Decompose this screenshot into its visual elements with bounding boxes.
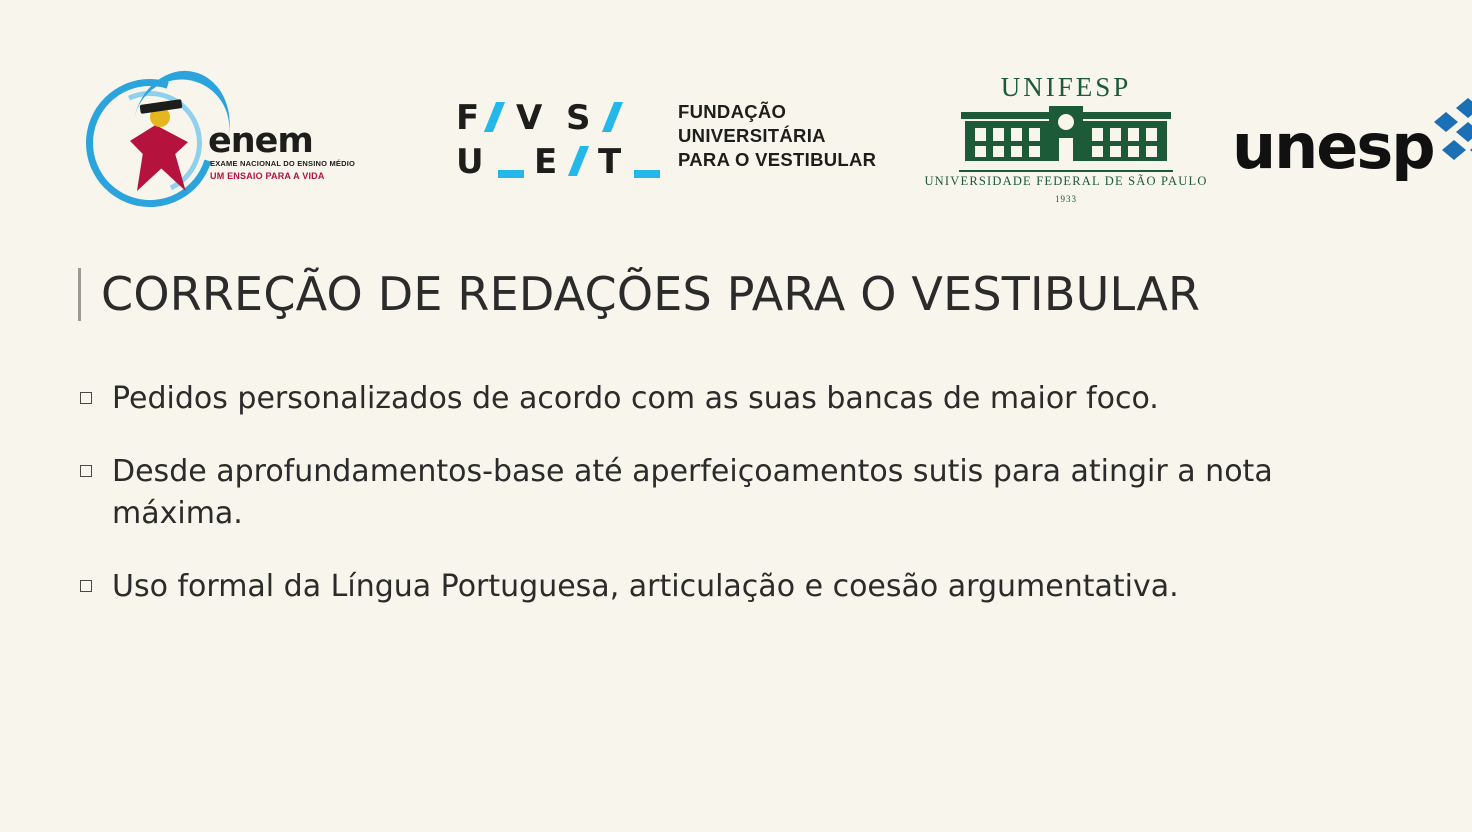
unifesp-wordmark: UNIFESP bbox=[1000, 72, 1132, 102]
fuvest-bar-2-icon bbox=[634, 170, 660, 178]
logo-strip bbox=[78, 62, 1434, 222]
page-title bbox=[78, 268, 1200, 321]
unifesp-building-icon bbox=[961, 106, 1171, 166]
list-item-text: Pedidos personalizados de acordo com as suas bancas de maior foco. bbox=[112, 381, 1159, 416]
fuvest-slash-2-icon bbox=[602, 102, 623, 132]
fuvest-letter-e: E bbox=[534, 142, 558, 182]
fuvest-fullname-line-2: UNIVERSITÁRIA bbox=[678, 125, 826, 146]
list-item bbox=[80, 566, 1380, 609]
square-bullet-icon bbox=[80, 465, 92, 477]
fuvest-bar-1-icon bbox=[498, 170, 524, 178]
fuvest-letter-u: U bbox=[456, 142, 484, 182]
bullet-list bbox=[80, 378, 1380, 638]
enem-subtitle-secondary: UM ENSAIO PARA A VIDA bbox=[210, 171, 325, 181]
fuvest-mark-icon bbox=[456, 98, 666, 186]
enem-subtitle-primary: EXAME NACIONAL DO ENSINO MÉDIO bbox=[210, 159, 356, 168]
fuvest-letter-v: V bbox=[516, 98, 543, 138]
square-bullet-icon bbox=[80, 392, 92, 404]
enem-wordmark: enem bbox=[208, 121, 313, 161]
list-item-text: Desde aprofundamentos-base até aperfeiçoamentos sutis para atingir a nota máxima. bbox=[112, 453, 1273, 532]
unesp-wordmark: unesp bbox=[1232, 110, 1434, 183]
unifesp-subtitle: UNIVERSIDADE FEDERAL DE SÃO PAULO bbox=[924, 174, 1208, 188]
enem-logo bbox=[78, 67, 356, 217]
unifesp-year: 1933 bbox=[1055, 194, 1077, 204]
title-accent-bar bbox=[78, 268, 81, 321]
title-text: CORREÇÃO DE REDAÇÕES PARA O VESTIBULAR bbox=[101, 267, 1201, 321]
list-item-text: Uso formal da Língua Portuguesa, articulação e coesão argumentativa. bbox=[112, 568, 1179, 604]
unifesp-divider bbox=[959, 170, 1173, 172]
fuvest-letter-s: S bbox=[566, 98, 591, 138]
list-item bbox=[80, 451, 1380, 536]
unesp-diamond-icon bbox=[1432, 96, 1472, 168]
fuvest-fullname bbox=[678, 100, 876, 172]
fuvest-slash-1-icon bbox=[484, 102, 505, 132]
square-bullet-icon bbox=[80, 580, 92, 592]
fuvest-fullname-line-3: PARA O VESTIBULAR bbox=[678, 149, 877, 170]
fuvest-fullname-line-1: FUNDAÇÃO bbox=[678, 101, 787, 122]
unesp-logo bbox=[1232, 92, 1472, 192]
list-item bbox=[80, 378, 1380, 421]
fuvest-letter-f: F bbox=[456, 98, 480, 138]
unifesp-logo bbox=[924, 72, 1208, 212]
fuvest-letter-t: T bbox=[598, 142, 622, 182]
fuvest-slash-3-icon bbox=[568, 146, 589, 176]
fuvest-logo bbox=[456, 82, 886, 202]
